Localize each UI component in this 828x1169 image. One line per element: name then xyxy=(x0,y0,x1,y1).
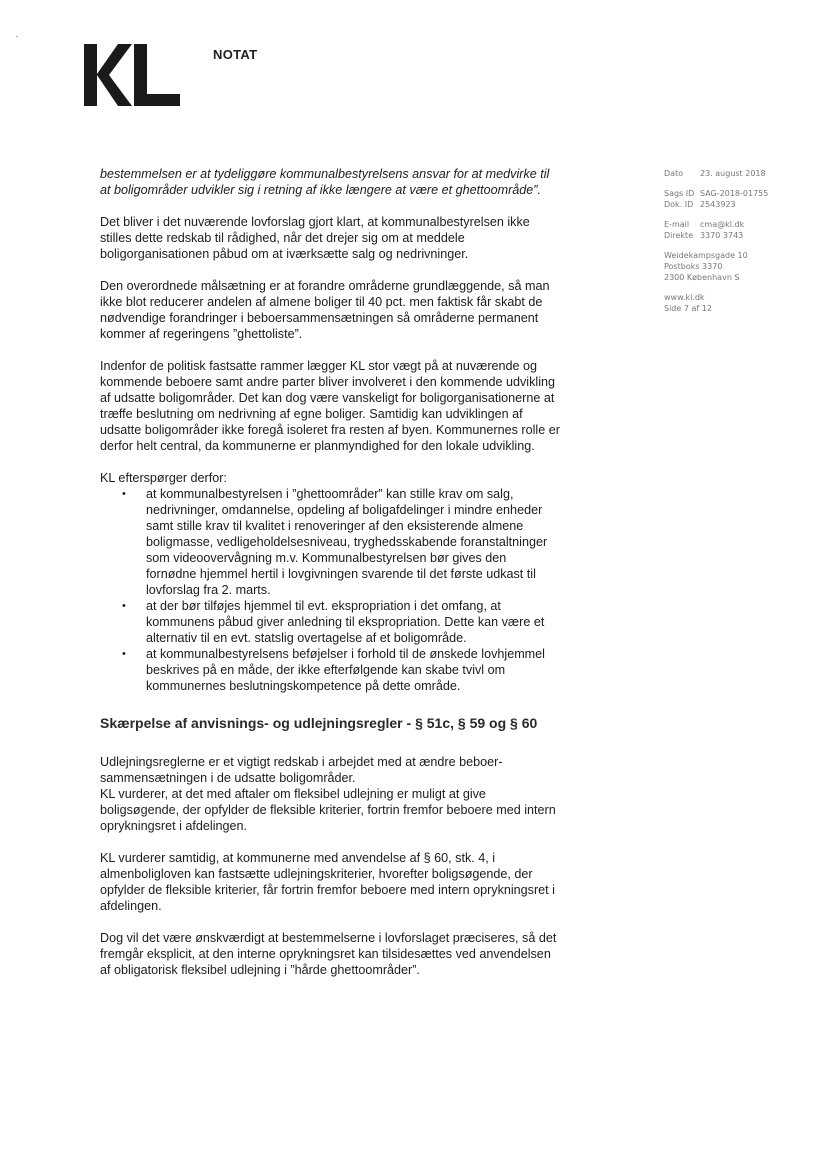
intro-quote-paragraph: bestemmelsen er at tydeliggøre kommunalbestyrelsens ansvar for at medvirke til at boligområder udvikler sig i retning af ikke længere at være et ghettoområde”. xyxy=(100,167,550,197)
section-heading: Skærpelse af anvisnings- og udlejningsregler - § 51c, § 59 og § 60 xyxy=(100,715,538,731)
paragraph-2: Den overordnede målsætning er at forandre områderne grundlæggende, så man ikke blot reducerer andelen af almene boliger til 40 pct. men faktisk får skabt de nødvendige forandringer i beboersammensætningen så områderne permanent kommer af regeringens ”ghettoliste”. xyxy=(100,279,550,341)
address-line-3: 2300 København S xyxy=(664,273,740,282)
dok-id-label: Dok. ID xyxy=(664,200,694,209)
email-value[interactable]: cma@kl.dk xyxy=(700,220,745,229)
list-lead-text: KL efterspørger derfor: xyxy=(100,471,227,485)
document-type-label: NOTAT xyxy=(213,47,258,62)
list-item: • at kommunalbestyrelsen i ”ghettoområder” kan stille krav om salg, nedrivninger, omdannelse, opdeling af boligafdelinger i mindre enheder samt stille krav til kvalitet i renoveringer af den eksisterende almene boligmasse, vedligeholdelsesniveau, tryghedsskabende foranstaltninger som videoovervågning m.v. Kommunalbestyrelsen bør gives den fornødne hjemmel hertil i lovgivningen svarende til det første udkast til lovforslag fra 2. marts. xyxy=(146,486,560,598)
sags-id-label: Sags ID xyxy=(664,189,695,198)
date-label: Dato xyxy=(664,169,684,178)
date-value: 23. august 2018 xyxy=(700,169,766,178)
direct-phone-value: 3370 3743 xyxy=(700,231,744,240)
demands-list xyxy=(100,486,560,694)
direct-phone-label: Direkte xyxy=(664,231,694,240)
paragraph-1: Det bliver i det nuværende lovforslag gjort klart, at kommunalbestyrelsen ikke stilles dette redskab til rådighed, når det drejer sig om at meddele boligorganisationen påbud om at iværksætte salg og nedrivninger. xyxy=(100,215,530,261)
page-number: Side 7 af 12 xyxy=(664,304,712,313)
list-item: • at kommunalbestyrelsens beføjelser i forhold til de ønskede lovhjemmel beskrives på en måde, der ikke efterfølgende kan skabe tvivl om kommunernes beslutningskompetence på dette område. xyxy=(146,646,560,694)
address-line-1: Weidekampsgade 10 xyxy=(664,251,748,260)
paragraph-5b: KL vurderer, at det med aftaler om fleksibel udlejning er muligt at give boligsøgende, der opfylder de fleksible kriterier, fortrin fremfor beboere med intern oprykningsret i afdelingen. xyxy=(100,787,556,833)
email-row xyxy=(664,219,814,230)
sags-id-row xyxy=(664,188,814,199)
date-row xyxy=(664,168,814,179)
paragraph-5a: Udlejningsreglerne er et vigtigt redskab i arbejdet med at ændre beboer-sammensætningen i de udsatte boligområder. xyxy=(100,755,503,785)
sags-id-value: SAG-2018-01755 xyxy=(700,189,769,198)
paragraph-3: Indenfor de politisk fastsatte rammer lægger KL stor vægt på at nuværende og kommende beboere samt andre parter bliver involveret i den kommende udvikling af udsatte boligområder. Det kan dog være vanskeligt for boligorganisationerne at træffe beslutning om nedrivning af egne boliger. Samtidig kan udviklingen af udsatte boligområder ikke foregå isoleret fra resten af byen. Kommunernes rolle er derfor helt central, da kommunerne er planmyndighed for den lokale udvikling. xyxy=(100,359,560,453)
document-body xyxy=(100,166,560,994)
dok-id-row xyxy=(664,199,814,210)
paragraph-6: KL vurderer samtidig, at kommunerne med anvendelse af § 60, stk. 4, i almenboligloven kan fastsætte udlejningskriterier, hvorefter boligsøgende, der opfylder de fleksible kriterier, får fortrin fremfor beboere med intern oprykningsret i afdelingen. xyxy=(100,851,555,913)
paragraph-7: Dog vil det være ønskværdigt at bestemmelserne i lovforslaget præciseres, så det fremgår eksplicit, at den interne oprykningsret kan tilsidesættes ved anvendelsen af obligatorisk fleksibel udlejning i ”hårde ghettoområder”. xyxy=(100,931,557,977)
email-label: E-mail xyxy=(664,220,690,229)
metadata-sidebar xyxy=(664,168,814,323)
website-link[interactable]: www.kl.dk xyxy=(664,293,705,302)
kl-logo xyxy=(84,44,180,106)
address-line-2: Postboks 3370 xyxy=(664,262,723,271)
list-item: • at der bør tilføjes hjemmel til evt. ekspropriation i det omfang, at kommunens påbud giver anledning til ekspropriation. Dette kan være et alternativ til en evt. statslig overtagelse af et boligområde. xyxy=(146,598,560,646)
dok-id-value: 2543923 xyxy=(700,200,736,209)
direct-phone-row xyxy=(664,230,814,241)
scan-speck xyxy=(16,36,18,37)
